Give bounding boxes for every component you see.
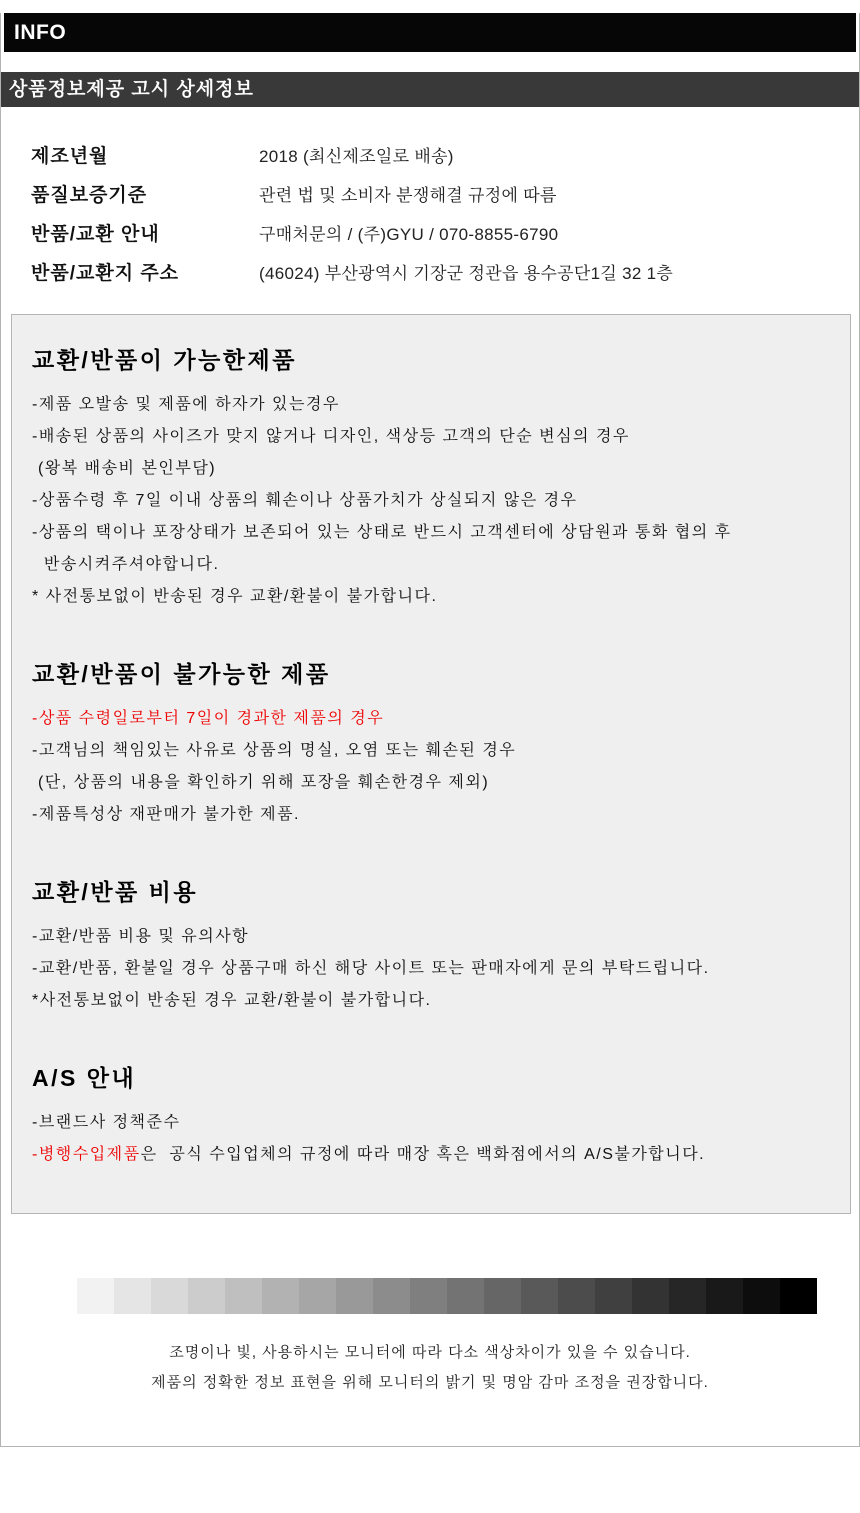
policy-line-text: (단, 상품의 내용을 확인하기 위해 포장을 훼손한경우 제외) [32,774,490,791]
policy-section [32,1063,830,1171]
policy-line [32,517,830,549]
grayscale-step [780,1278,817,1314]
grayscale-step [262,1278,299,1314]
spec-value: 2018 (최신제조일로 배송) [259,147,454,166]
policy-line [32,953,830,985]
spec-label: 반품/교환지 주소 [31,263,180,284]
policy-line [32,1139,830,1171]
grayscale-step [410,1278,447,1314]
policy-line-text: 반송시켜주셔야합니다. [32,556,220,573]
policy-line [32,921,830,953]
policy-section-heading: A/S 안내 [32,1065,137,1091]
spec-label: 반품/교환 안내 [31,224,160,245]
grayscale-step [595,1278,632,1314]
notice-subtitle-bar [1,72,859,107]
policy-line [32,549,830,581]
policy-line [32,985,830,1017]
spec-value: 구매처문의 / (주)GYU / 070-8855-6790 [259,225,559,244]
grayscale-step [299,1278,336,1314]
policy-line-text: -상품수령 후 7일 이내 상품의 훼손이나 상품가치가 상실되지 않은 경우 [32,492,578,509]
grayscale-step [114,1278,151,1314]
spec-row [31,174,859,213]
policy-line-text: -브랜드사 정책준수 [32,1114,181,1131]
policy-section [32,877,830,1017]
spec-value: (46024) 부산광역시 기장군 정관읍 용수공단1길 32 1층 [259,264,674,283]
policy-line-text: -교환/반품, 환불일 경우 상품구매 하신 해당 사이트 또는 판매자에게 문의 부탁드립니다. [32,960,710,977]
policy-line-text: * 사전통보없이 반송된 경우 교환/환불이 불가합니다. [32,588,438,605]
spec-label: 제조년월 [31,146,109,167]
monitor-notice-line-1: 조명이나 빛, 사용하시는 모니터에 따라 다소 색상차이가 있을 수 있습니다. [169,1344,691,1361]
policy-section-heading: 교환/반품이 불가능한 제품 [32,661,331,687]
policy-line [32,581,830,613]
grayscale-step [188,1278,225,1314]
grayscale-step [669,1278,706,1314]
grayscale-calibration-bar [77,1278,817,1314]
grayscale-step [447,1278,484,1314]
grayscale-step [373,1278,410,1314]
grayscale-step [521,1278,558,1314]
policy-section-heading: 교환/반품 비용 [32,879,199,905]
policy-line [32,1107,830,1139]
policy-section [32,659,830,831]
grayscale-step [706,1278,743,1314]
policy-line-text: -배송된 상품의 사이즈가 맞지 않거나 디자인, 색상등 고객의 단순 변심의 경우 [32,428,630,445]
policy-line-text-red: -상품 수령일로부터 7일이 경과한 제품의 경우 [32,710,385,727]
info-header-title: INFO [14,21,67,44]
spec-row [31,213,859,252]
monitor-notice-line-2: 제품의 정확한 정보 표현을 위해 모니터의 밝기 및 명암 감마 조정을 권장합니다. [151,1374,709,1391]
policy-line-text: (왕복 배송비 본인부담) [32,460,217,477]
policy-line [32,799,830,831]
policy-line-text: *사전통보없이 반송된 경우 교환/환불이 불가합니다. [32,992,432,1009]
spec-label: 품질보증기준 [31,185,148,206]
policy-section [32,345,830,613]
policy-line-text: -상품의 택이나 포장상태가 보존되어 있는 상태로 반드시 고객센터에 상담원과 통화 협의 후 [32,524,732,541]
grayscale-step [225,1278,262,1314]
grayscale-step [743,1278,780,1314]
grayscale-step [77,1278,114,1314]
policy-line [32,735,830,767]
grayscale-step [632,1278,669,1314]
grayscale-step [484,1278,521,1314]
policy-line-text: 은 공식 수입업체의 규정에 따라 매장 혹은 백화점에서의 A/S불가합니다. [140,1146,706,1163]
spec-value: 관련 법 및 소비자 분쟁해결 규정에 따름 [259,186,557,205]
grayscale-step [558,1278,595,1314]
policy-line [32,485,830,517]
spec-row [31,252,859,291]
policy-line [32,767,830,799]
exchange-return-policy-box [11,314,851,1214]
grayscale-step [336,1278,373,1314]
spec-row [31,135,859,174]
monitor-notice-captions [1,1338,859,1398]
notice-subtitle-text: 상품정보제공 고시 상세정보 [9,79,254,100]
policy-line-text: -제품특성상 재판매가 불가한 제품. [32,806,300,823]
info-header-bar [4,13,856,52]
policy-line [32,421,830,453]
policy-line-text-red: -병행수입제품 [32,1146,141,1163]
product-spec-table [31,135,859,291]
policy-line-text: -교환/반품 비용 및 유의사항 [32,928,250,945]
grayscale-step [151,1278,188,1314]
product-info-page [0,13,860,1447]
policy-section-heading: 교환/반품이 가능한제품 [32,347,297,373]
policy-line-text: -제품 오발송 및 제품에 하자가 있는경우 [32,396,340,413]
policy-line [32,453,830,485]
policy-line [32,703,830,735]
policy-line [32,389,830,421]
policy-line-text: -고객님의 책임있는 사유로 상품의 명실, 오염 또는 훼손된 경우 [32,742,517,759]
